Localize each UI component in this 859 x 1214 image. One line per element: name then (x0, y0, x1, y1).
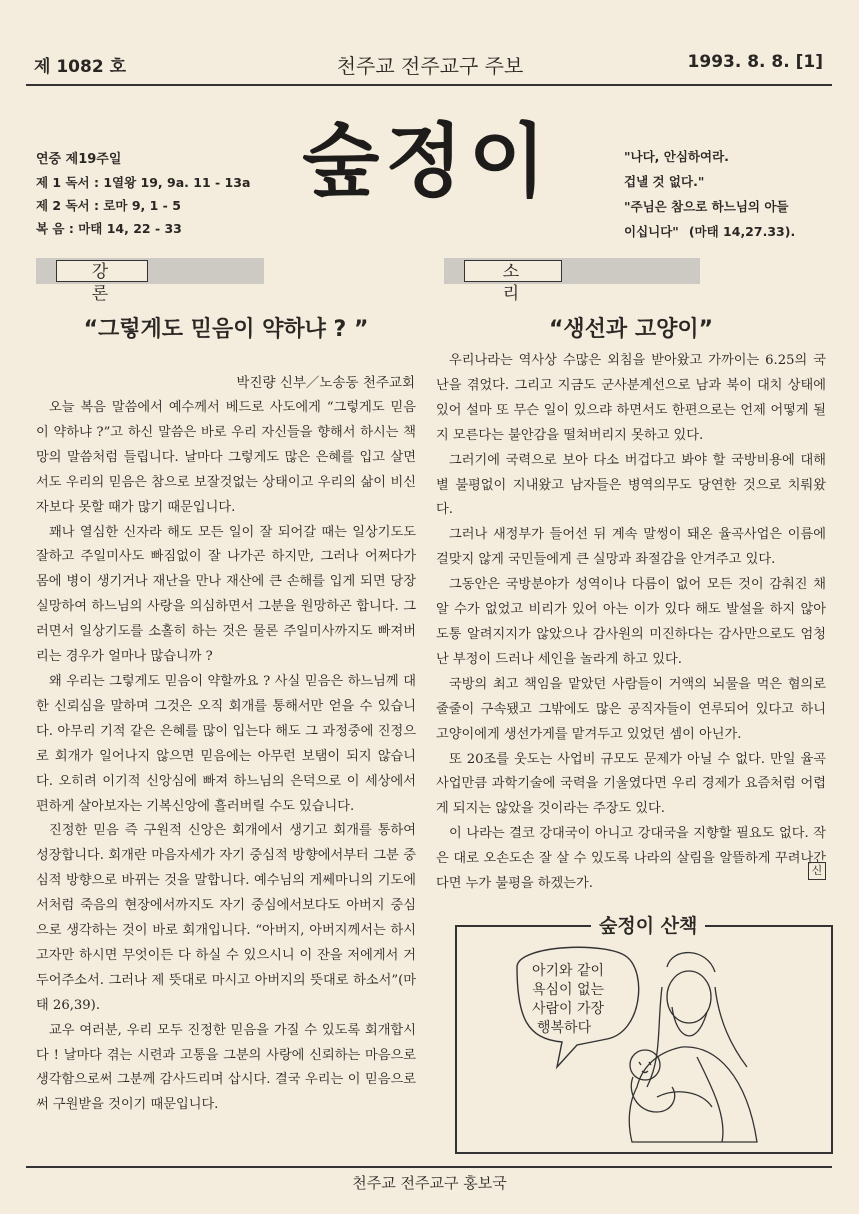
section-label-sermon: 강 론 (56, 260, 148, 282)
paragraph: 그러기에 국력으로 보아 다소 버겁다고 봐야 할 국방비용에 대해 별 불평없이 지내왔고 남자들은 병역의무도 당연한 것으로 치뤄왔다. (436, 452, 826, 518)
quote-line: 겁낼 것 없다." (624, 174, 705, 189)
paragraph: 그동안은 국방분야가 성역이나 다름이 없어 모든 것이 감춰진 채 알 수가 없었고 비리가 있어 아는 이가 있다 해도 발설을 하지 않아 도통 알려지지가 않았으나 감사원의 미진하다는 감사만으로도 엄청난 부정이 드러나 세인을 놀라게 하고 있다. (436, 577, 826, 667)
paragraph: 국방의 최고 책임을 맡았던 사람들이 거액의 뇌물을 먹은 혐의로 줄줄이 구속됐고 그밖에도 많은 공직자들이 연루되어 있다고 하니 고양이에게 생선가게를 맡겨두고 있었던 셈이 아닌가. (436, 676, 826, 742)
publisher-footer: 천주교 전주교구 홍보국 (352, 1174, 507, 1192)
publication-title: 천주교 전주교구 주보 (336, 54, 524, 78)
paragraph: 꽤나 열심한 신자라 해도 모든 일이 잘 되어갈 때는 일상기도도 잘하고 주일미사도 빠짐없이 잘 나가곤 하지만, 그러나 어쩌다가 몸에 병이 생기거나 재난을 만나 재산에 큰 손해를 입게 되면 당장 실망하여 하느님의 사랑을 의심하면서 그분을 원망하곤 합니다. 그러면서 일상기도를 소홀히 하는 것은 물론 주일미사까지도 빠져버리는 경우가 얼마나 많습니까 ? (36, 524, 416, 665)
paragraph: 진정한 믿음 즉 구원적 신앙은 회개에서 생기고 회개를 통하여 성장합니다. 회개란 마음자세가 자기 중심적 방향에서부터 그분 중심적 방향으로 바뀌는 것을 말합니다. 예수님의 게쎄마니의 기도에서처럼 죽음의 현장에서까지도 자기 중심에서보다도 아버지 중심으로 생각하는 것이 바로 회개입니다. “아버지, 아버지께서는 하시고자만 하시면 무엇이든 다 하실 수 있으시니 이 잔을 저에게서 거두어주소서. 그러나 제 뜻대로 마시고 아버지의 뜻대로 하소서”(마태 26,39). (36, 823, 416, 1013)
editorial-title: “생선과 고양이” (548, 317, 714, 342)
editorial-body (436, 349, 826, 897)
cartoon-illustration (457, 927, 831, 1152)
bubble-line: 욕심이 없는 (532, 982, 605, 998)
quote-line: "주님은 참으로 하느님의 아들 (624, 199, 789, 214)
paragraph: 우리나라는 역사상 수많은 외침을 받아왔고 가까이는 6.25의 국난을 겪었다. 그리고 지금도 군사분계선으로 남과 북이 대치 상태에 있어 설마 또 무슨 일이 있으랴 하면서도 한편으로는 언제 어떻게 될지 모른다는 불안감을 떨쳐버리지 못하고 있다. (436, 353, 826, 443)
bubble-line: 행복하다 (537, 1020, 592, 1036)
masthead-logo: 숲정이 (302, 115, 552, 208)
baby-figure (630, 1050, 675, 1112)
author-signature-mark: 신 (808, 862, 826, 880)
liturgy-week: 연중 제19주일 (36, 152, 122, 167)
quote-reference: (마태 14,27.33). (688, 224, 796, 239)
first-reading: 제 1 독서 : 1열왕 19, 9a. 11 - 13a (36, 175, 251, 190)
cartoon-box (455, 925, 833, 1154)
paragraph: 이 나라는 결코 강대국이 아니고 강대국을 지향할 필요도 없다. 작은 대로 오손도손 잘 살 수 있도록 나라의 살림을 알뜰하게 꾸려나간다면 누가 불평을 하겠는가. (436, 826, 826, 892)
section-label-editorial: 소 리 (464, 260, 562, 282)
second-reading: 제 2 독서 : 로마 9, 1 - 5 (36, 198, 181, 213)
liturgy-readings (36, 148, 250, 240)
sermon-body (36, 396, 416, 1118)
quote-line: "나다, 안심하여라. (624, 149, 729, 164)
sermon-byline: 박진량 신부／노송동 천주교회 (236, 375, 415, 391)
paragraph: 왜 우리는 그렇게도 믿음이 약할까요 ? 사실 믿음은 하느님께 대한 신뢰심을 말하며 그것은 오직 회개를 통해서만 얻을 수 있습니다. 아무리 기적 같은 은혜를 많이 입는다 해도 그 과정중에 진정으로 회개가 일어나지 않으면 믿음에는 아무런 보탬이 되지 않습니다. 오히려 이기적 신앙심에 빠져 하느님의 은덕으로 이 세상에서 편하게 살아보자는 기복신앙에 흘러버릴 수도 있습니다. (36, 673, 416, 814)
jesus-figure (629, 953, 757, 1142)
paragraph: 오늘 복음 말씀에서 예수께서 베드로 사도에게 “그렇게도 믿음이 약하냐 ?”고 하신 말씀은 바로 우리 자신들을 향해서 하시는 책망의 말씀처럼 들립니다. 날마다 그렇게도 많은 은혜를 입고 살면서도 우리의 믿음은 참으로 보잘것없는 상태이고 우리의 삶이 비신자보다 못할 때가 많기 때문입니다. (36, 400, 416, 515)
paragraph: 교우 여러분, 우리 모두 진정한 믿음을 가질 수 있도록 회개합시다 ! 날마다 겪는 시련과 고통을 그분의 사랑에 신뢰하는 마음으로 생각함으로써 그분께 감사드리며 삽시다. 결국 우리는 이 믿음으로써 구원받을 것이기 때문입니다. (36, 1022, 416, 1113)
quote-line: 이십니다" (624, 224, 679, 239)
cartoon-title: 숲정이 산책 (591, 911, 705, 938)
issue-number: 제 1082 호 (34, 57, 126, 77)
bubble-line: 아기와 같이 (532, 963, 605, 979)
footer-rule (26, 1166, 832, 1168)
gospel-reading: 복 음 : 마태 14, 22 - 33 (36, 221, 182, 236)
paragraph: 그러나 새정부가 들어선 뒤 계속 말썽이 돼온 율곡사업은 이름에 걸맞지 않게 국민들에게 큰 실망과 좌절감을 안겨주고 있다. (436, 527, 826, 568)
issue-date: 1993. 8. 8. [1] (687, 52, 823, 72)
paragraph: 또 20조를 웃도는 사업비 규모도 문제가 아닐 수 없다. 만일 율곡사업만큼 과학기술에 국력을 기울였다면 우리 경제가 요즘처럼 어렵게 되지는 않았을 것이라는 주장도 있다. (436, 751, 826, 817)
header-rule (26, 84, 832, 86)
bubble-line: 사람이 가장 (532, 1001, 605, 1017)
sermon-title: “그렇게도 믿음이 약하냐 ? ” (83, 317, 369, 342)
scripture-quote (624, 144, 834, 244)
